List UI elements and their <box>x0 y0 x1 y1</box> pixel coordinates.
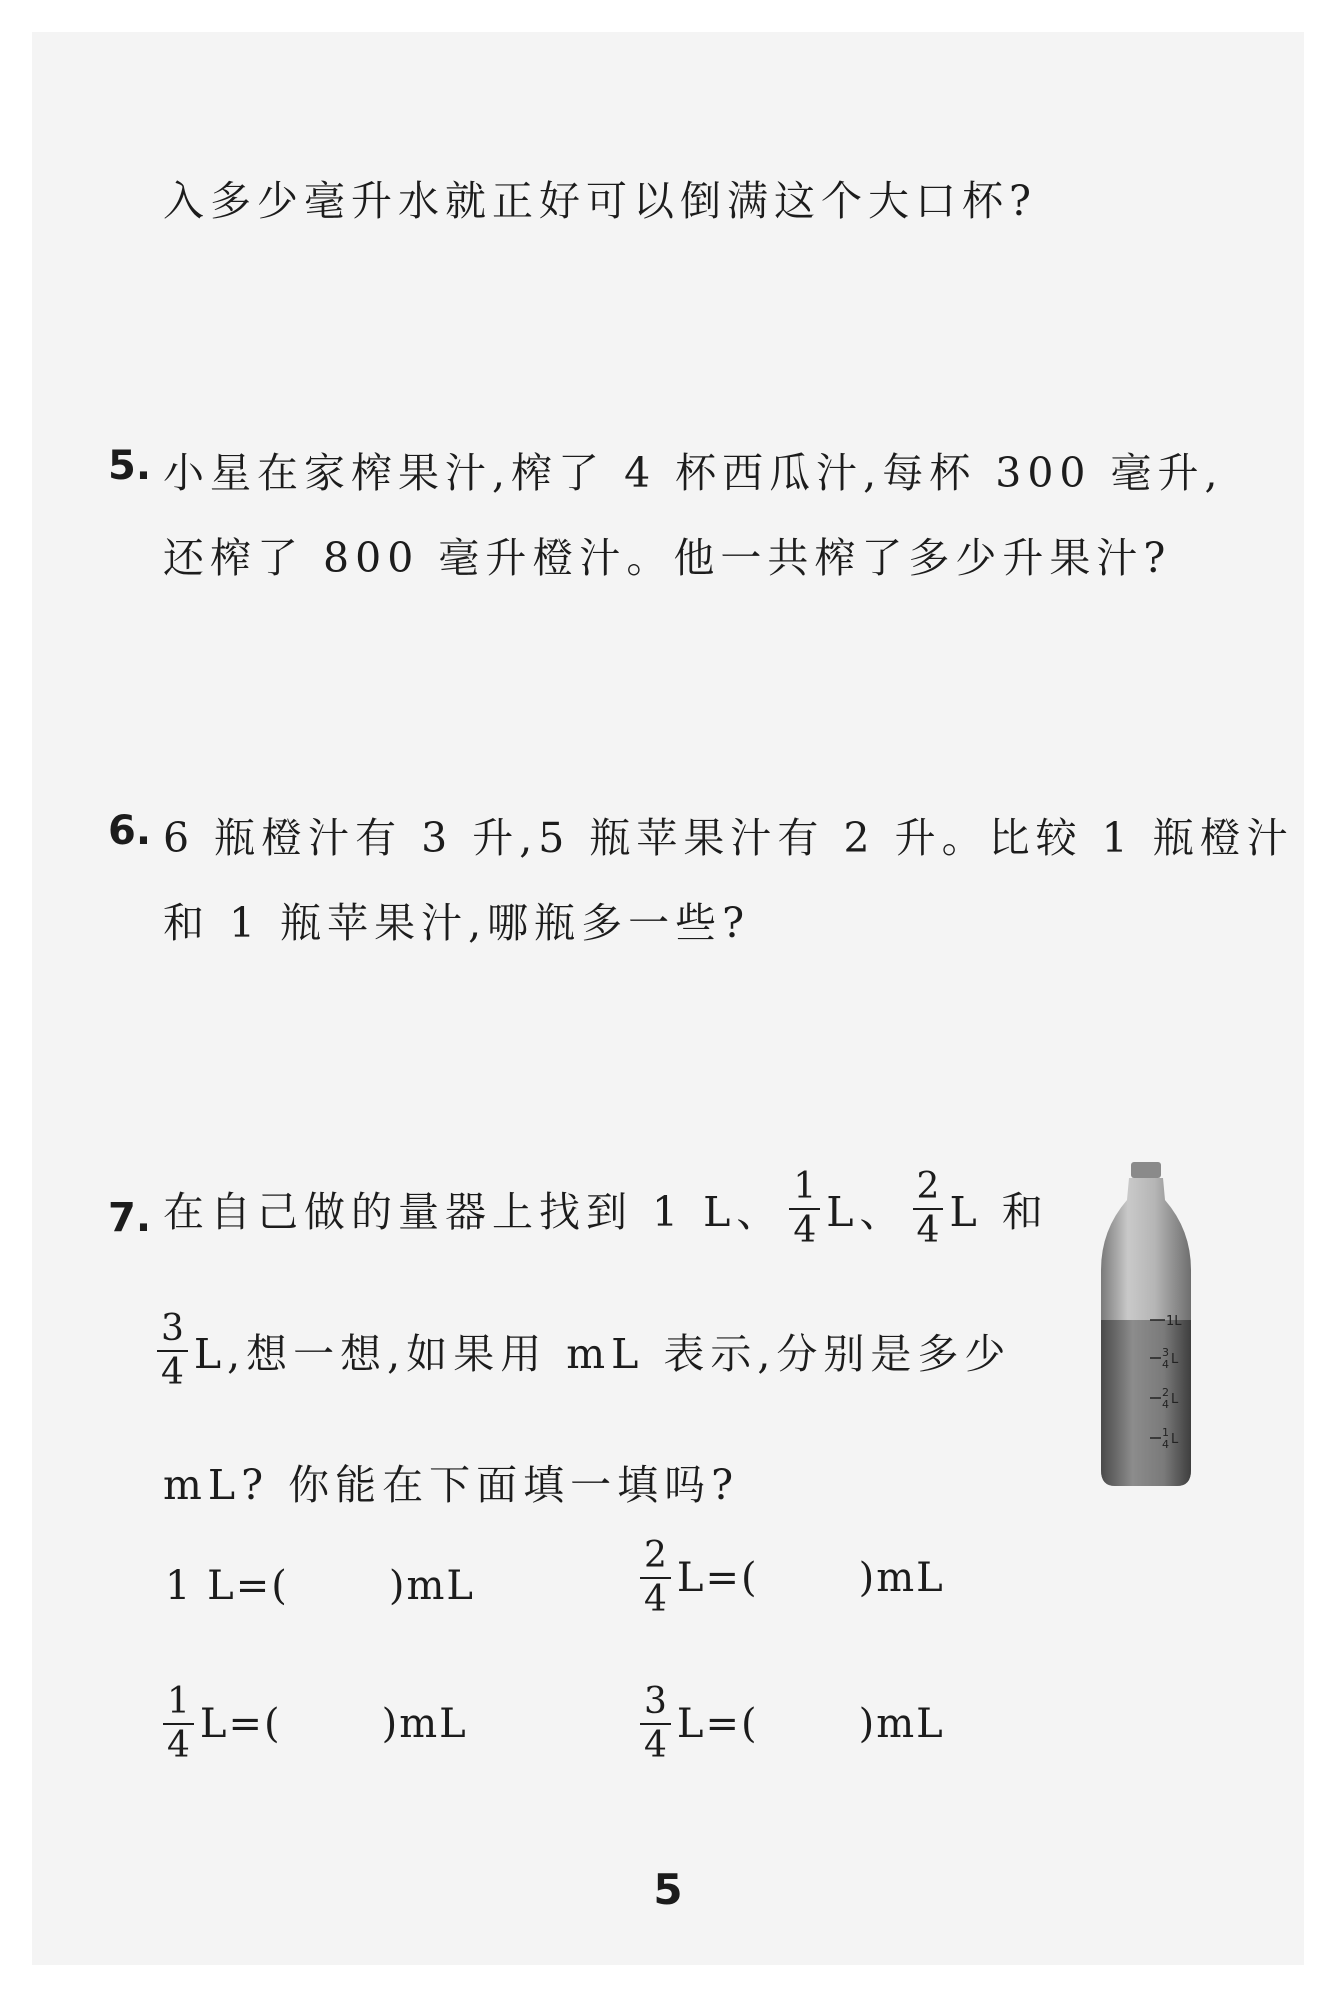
q5-number: 5. <box>108 443 152 489</box>
svg-text:4: 4 <box>1162 1358 1169 1371</box>
svg-text:1: 1 <box>1162 1426 1169 1439</box>
fraction-two-quarters: $\frac{2}{4}$ <box>913 1168 944 1250</box>
q7-line-2-text: L,想一想,如果用 mL 表示,分别是多少 <box>193 1330 1012 1379</box>
svg-text:3: 3 <box>1162 1346 1169 1359</box>
fraction-one-quarter: $\frac{1}{4}$ <box>789 1168 820 1250</box>
fraction-three-quarters: $\frac{3}{4}$ <box>157 1310 188 1392</box>
q7-number: 7. <box>108 1195 152 1241</box>
q6-line-1: 6 瓶橙汁有 3 升,5 瓶苹果汁有 2 升。比较 1 瓶橙汁 <box>163 814 1294 862</box>
q5-line-2: 还榨了 800 毫升橙汁。他一共榨了多少升果汁? <box>163 534 1172 582</box>
q7-line-1-text-b: L、 <box>826 1188 907 1237</box>
svg-text:2: 2 <box>1162 1386 1169 1399</box>
q7-line-1-text-c: L 和 <box>949 1188 1049 1237</box>
svg-text:4: 4 <box>1162 1438 1169 1451</box>
fill-three-quarters-L: $\frac{3}{4}$ L=( )mL <box>640 1683 945 1765</box>
q7-line-1 <box>163 1168 1049 1250</box>
q7-line-1-text-a: 在自己做的量器上找到 1 L、 <box>163 1188 784 1237</box>
measuring-bottle-image <box>1095 1160 1195 1490</box>
svg-text:L: L <box>1171 1392 1179 1407</box>
q7-line-3: mL? 你能在下面填一填吗? <box>163 1461 740 1509</box>
q4-continuation-text: 入多少毫升水就正好可以倒满这个大口杯? <box>163 177 1037 225</box>
page-number: 5 <box>653 1865 683 1914</box>
bottle-mark-1L: 1L <box>1166 1314 1182 1329</box>
svg-text:L: L <box>1171 1352 1179 1367</box>
q6-line-2: 和 1 瓶苹果汁,哪瓶多一些? <box>163 899 751 947</box>
svg-text:L: L <box>1171 1432 1179 1447</box>
q7-line-2 <box>157 1310 1011 1392</box>
q6-number: 6. <box>108 808 152 854</box>
fill-one-quarter-L: $\frac{1}{4}$ L=( )mL <box>163 1683 468 1765</box>
fill-1L: 1 L=( )mL <box>165 1563 475 1609</box>
q5-line-1: 小星在家榨果汁,榨了 4 杯西瓜汁,每杯 300 毫升, <box>163 449 1224 497</box>
svg-text:4: 4 <box>1162 1398 1169 1411</box>
bottle-cap <box>1131 1162 1161 1178</box>
fill-two-quarters-L: $\frac{2}{4}$ L=( )mL <box>640 1537 945 1619</box>
